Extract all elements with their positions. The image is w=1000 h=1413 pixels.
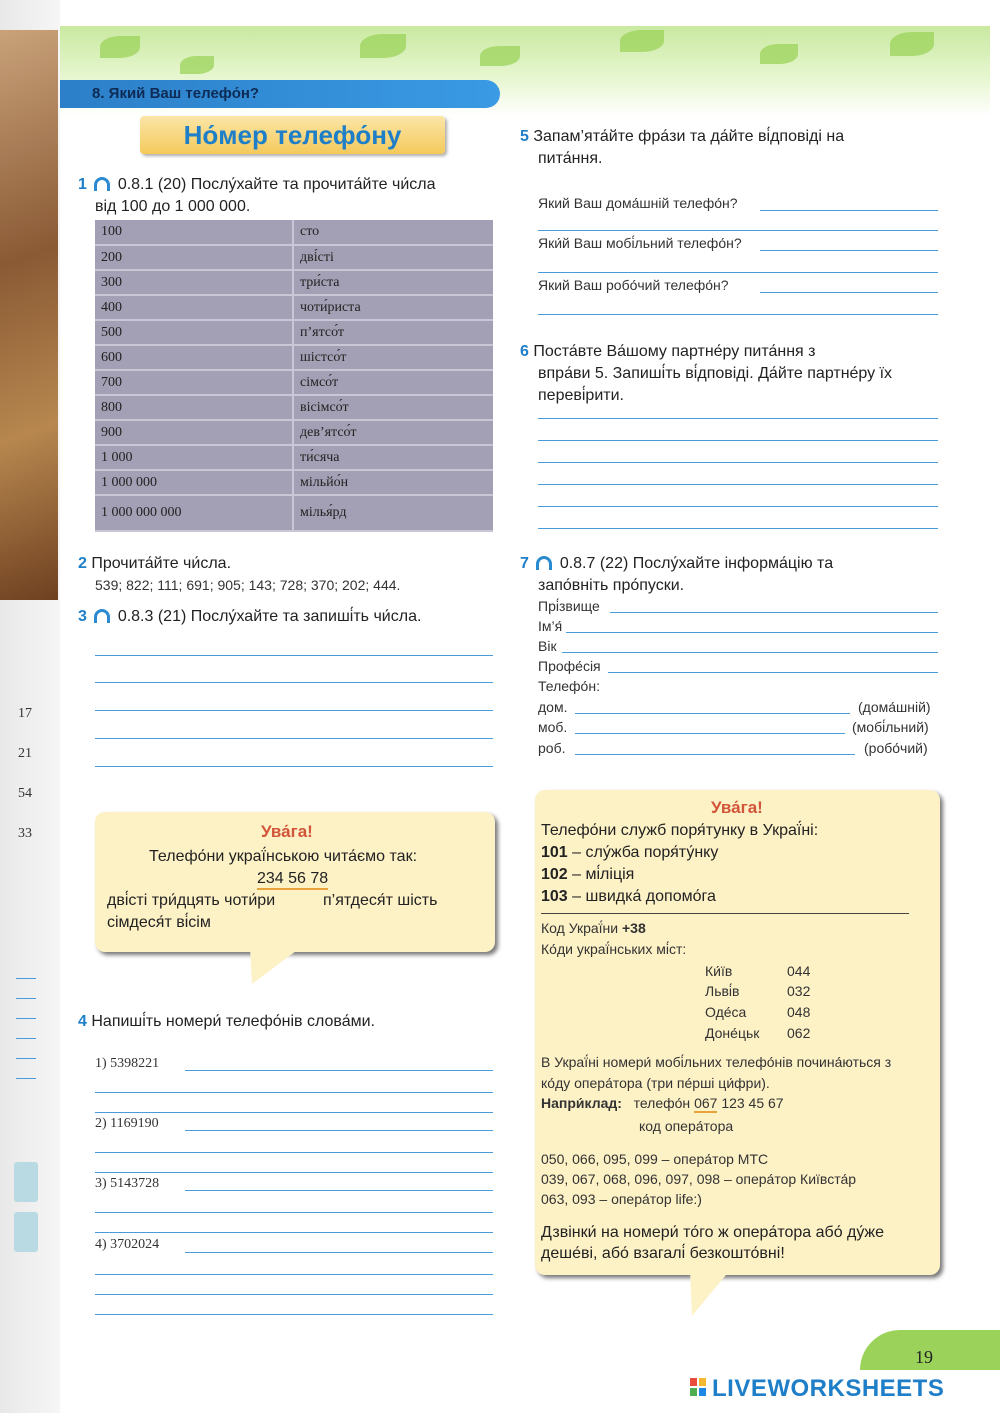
- table-cell-number: 1 000: [95, 445, 293, 470]
- exercise-3-text: 0.8.3 (21) Послу́хайте та запиші́ть чи́сла.: [117, 608, 422, 625]
- city-name: Льві́в: [705, 983, 740, 999]
- left-margin-number: 54: [18, 786, 32, 801]
- operator-name: – опера́тор МТС: [661, 1151, 769, 1167]
- operator-name: – опера́тор Київста́р: [723, 1171, 857, 1187]
- left-answer-line: [16, 998, 36, 999]
- table-cell-word: п’ятсо́т: [293, 320, 493, 345]
- question-1: Який Ваш дома́шній телефо́н?: [538, 195, 738, 211]
- exercise-5-instruction: [520, 128, 844, 146]
- city-code: 044: [787, 963, 811, 979]
- exercise-4-instruction: [78, 1013, 375, 1031]
- exercise-7-text-line2: запо́вніть про́пуски.: [538, 577, 685, 594]
- question-2: Яки́й Ваш мобі́льний телефо́н?: [538, 235, 742, 251]
- answer-line[interactable]: [538, 418, 938, 419]
- example-text: телефо́н: [633, 1095, 691, 1111]
- emergency-name: – мі́ліція: [572, 866, 635, 883]
- table-cell-word: вісімсо́т: [293, 395, 493, 420]
- exercise-6-text-line2: впра́ви 5. Запиші́ть ві́дповіді. Да́йте партне́ру їх: [538, 365, 893, 382]
- answer-line[interactable]: [95, 1274, 493, 1275]
- field-label: Ім’я́: [538, 618, 563, 634]
- emergency-code: 103: [541, 888, 568, 905]
- phone-hint: (дома́шній): [858, 699, 931, 715]
- phone-label: дом.: [538, 699, 568, 715]
- note-1-line1: Телефо́ни украї́нською чита́ємо так:: [149, 848, 418, 865]
- left-margin-number: 21: [18, 746, 32, 761]
- headphones-icon: [94, 177, 110, 191]
- answer-line[interactable]: [185, 1130, 493, 1131]
- left-input-box: [14, 1162, 38, 1202]
- answer-line[interactable]: [95, 1152, 493, 1153]
- left-margin-number: 33: [18, 826, 32, 841]
- note-1-line3: сімдеся́т ві́сім: [107, 914, 211, 931]
- left-answer-line: [16, 1078, 36, 1079]
- exercise-number: 1: [78, 176, 87, 193]
- phone-item: 1) 5398221: [95, 1056, 160, 1071]
- bubble-tail: [680, 1270, 740, 1320]
- question-3: Який Ваш робо́чий телефо́н?: [538, 277, 729, 293]
- answer-line[interactable]: [538, 506, 938, 507]
- answer-line[interactable]: [760, 210, 938, 211]
- section-title-box: [140, 116, 445, 154]
- answer-line[interactable]: [760, 250, 938, 251]
- emergency-row: [541, 844, 718, 862]
- exercise-6-instruction: [520, 343, 815, 361]
- emergency-code: 102: [541, 866, 568, 883]
- exercise-number: 2: [78, 555, 87, 572]
- city-code: 062: [787, 1025, 811, 1041]
- field-label: Профе́сія: [538, 658, 601, 674]
- country-code-row: [541, 920, 646, 936]
- field-label: Прі́звище: [538, 598, 600, 614]
- answer-line[interactable]: [95, 738, 493, 739]
- field-label: Вік: [538, 638, 557, 654]
- answer-line[interactable]: [185, 1252, 493, 1253]
- answer-line[interactable]: [95, 655, 493, 656]
- exercise-6-text: Поста́вте Ва́шому партне́ру пита́ння з: [533, 343, 816, 360]
- example-label: Напри́клад:: [541, 1095, 622, 1111]
- bubble-tail: [240, 948, 310, 988]
- liveworksheets-watermark: LIVEWORKSHEETS: [712, 1375, 945, 1402]
- answer-line[interactable]: [95, 1092, 493, 1093]
- example-rest: 123 45 67: [721, 1095, 784, 1111]
- mobile-info-line2: ко́ду опера́тора (три пе́рші ци́фри).: [541, 1075, 770, 1091]
- table-cell-word: ти́сяча: [293, 445, 493, 470]
- table-cell-word: дві́сті: [293, 245, 493, 270]
- note-1-line2b: п’ятдеся́т шість: [323, 892, 438, 909]
- answer-line[interactable]: [185, 1070, 493, 1071]
- table-cell-word: три́ста: [293, 270, 493, 295]
- table-cell-word: мільйо́н: [293, 470, 493, 495]
- headphones-icon: [536, 556, 552, 570]
- home-phone-field[interactable]: [575, 713, 850, 714]
- example-caption: код опера́тора: [639, 1118, 734, 1134]
- exercise-2-numbers: 539; 822; 111; 691; 905; 143; 728; 370; 202; 444.: [95, 577, 401, 593]
- note-1-example: 234 56 78: [257, 870, 328, 890]
- exercise-number: 4: [78, 1013, 87, 1030]
- table-cell-word: шістсо́т: [293, 345, 493, 370]
- answer-line[interactable]: [95, 1294, 493, 1295]
- field-label: Телефо́н:: [538, 678, 600, 694]
- phone-hint: (робо́чий): [864, 740, 928, 756]
- table-cell-number: 200: [95, 245, 293, 270]
- phone-item: 4) 3702024: [95, 1237, 160, 1252]
- surname-field[interactable]: [610, 612, 938, 613]
- answer-line[interactable]: [95, 1232, 493, 1233]
- example-row: [541, 1095, 784, 1111]
- table-row: [95, 495, 493, 531]
- name-field[interactable]: [566, 632, 938, 633]
- headphones-icon: [94, 609, 110, 623]
- exercise-6-text-line3: переві́рити.: [538, 387, 624, 404]
- cities-label: Ко́ди украї́нських мі́ст:: [541, 941, 687, 957]
- table-cell-word: дев’ятсо́т: [293, 420, 493, 445]
- divider: [541, 913, 909, 914]
- lesson-title: 8. Який Ваш телефо́н?: [92, 85, 260, 102]
- country-code: +38: [622, 920, 646, 936]
- table-row: [95, 395, 493, 420]
- city-name: Доне́цьк: [705, 1025, 760, 1041]
- phone-item: 2) 1169190: [95, 1116, 159, 1131]
- table-cell-number: 900: [95, 420, 293, 445]
- table-cell-number: 500: [95, 320, 293, 345]
- numbers-table: [95, 220, 493, 532]
- operator-row: [541, 1151, 768, 1167]
- exercise-7-text: 0.8.7 (22) Послу́хайте інформа́цію та: [559, 555, 834, 572]
- note-2-footer1: Дзвінки́ на номери́ то́го ж опера́тора або́ ду́же: [541, 1224, 884, 1241]
- left-page-photo: [0, 30, 58, 600]
- phone-item: 3) 5143728: [95, 1176, 160, 1191]
- table-row: [95, 270, 493, 295]
- attention-note-2: [535, 790, 940, 1275]
- answer-line[interactable]: [95, 1314, 493, 1315]
- profession-field[interactable]: [608, 672, 938, 673]
- left-input-box: [14, 1212, 38, 1252]
- emergency-row: [541, 888, 716, 906]
- table-cell-word: мілья́рд: [293, 495, 493, 531]
- age-field[interactable]: [562, 652, 938, 653]
- left-answer-line: [16, 1058, 36, 1059]
- note-2-intro: Телефо́ни служб поря́тунку в Украї́ні:: [541, 822, 819, 839]
- note-title: Ува́га!: [261, 822, 313, 841]
- emergency-code: 101: [541, 844, 568, 861]
- exercise-1-text-line2: від 100 до 1 000 000.: [95, 198, 251, 215]
- answer-line[interactable]: [538, 484, 938, 485]
- left-answer-line: [16, 1038, 36, 1039]
- mobile-info-line1: В Украї́ні номери́ мобі́льних телефо́нів почина́ються з: [541, 1054, 892, 1070]
- example-code: 067: [694, 1095, 718, 1111]
- operator-name: – опера́тор life:): [599, 1191, 702, 1207]
- exercise-3-instruction: [78, 608, 421, 626]
- mobile-phone-field[interactable]: [575, 733, 845, 734]
- note-title: Ува́га!: [711, 798, 763, 817]
- exercise-2-text: Прочита́йте чи́сла.: [91, 555, 232, 572]
- table-row: [95, 320, 493, 345]
- note-2-footer2: деше́ві, або́ взагалі́ безкошто́вні!: [541, 1245, 785, 1262]
- table-cell-number: 1 000 000 000: [95, 495, 293, 531]
- answer-line[interactable]: [538, 314, 938, 315]
- exercise-1-instruction: [78, 176, 435, 194]
- city-name: Ки́їв: [705, 963, 733, 979]
- answer-line[interactable]: [95, 1212, 493, 1213]
- answer-line[interactable]: [95, 1112, 493, 1113]
- lesson-header-bar: [60, 80, 500, 108]
- operator-codes: 063, 093: [541, 1191, 596, 1207]
- liveworksheets-logo-icon: [690, 1378, 708, 1398]
- note-1-line2a: дві́сті три́дцять чоти́ри: [107, 892, 276, 909]
- emergency-name: – слу́жба поря́ту́нку: [572, 844, 719, 861]
- phone-label: моб.: [538, 719, 568, 735]
- table-cell-number: 100: [95, 220, 293, 245]
- exercise-1-text: 0.8.1 (20) Послу́хайте та прочита́йте чи́сла: [117, 176, 436, 193]
- attention-note-1: [95, 812, 495, 952]
- answer-line[interactable]: [185, 1190, 493, 1191]
- page-number: 19: [915, 1347, 933, 1367]
- country-label: Код Украї́ни: [541, 920, 619, 936]
- table-row: [95, 420, 493, 445]
- operator-row: [541, 1191, 702, 1207]
- answer-line[interactable]: [95, 682, 493, 683]
- exercise-number: 3: [78, 608, 87, 625]
- exercise-7-instruction: [520, 555, 833, 573]
- answer-line[interactable]: [760, 292, 938, 293]
- exercise-number: 6: [520, 343, 529, 360]
- emergency-name: – швидка́ допомо́га: [572, 888, 716, 905]
- answer-line[interactable]: [538, 528, 938, 529]
- exercise-2-instruction: [78, 555, 231, 573]
- operator-codes: 050, 066, 095, 099: [541, 1151, 658, 1167]
- phone-hint: (мобі́льний): [852, 719, 929, 735]
- table-cell-number: 600: [95, 345, 293, 370]
- table-cell-number: 800: [95, 395, 293, 420]
- answer-line[interactable]: [538, 272, 938, 273]
- left-answer-line: [16, 1018, 36, 1019]
- city-code: 032: [787, 983, 811, 999]
- exercise-4-text: Напиші́ть номери́ телефо́нів слова́ми.: [91, 1013, 375, 1030]
- table-row: [95, 345, 493, 370]
- exercise-number: 7: [520, 555, 529, 572]
- table-row: [95, 445, 493, 470]
- table-row: [95, 245, 493, 270]
- table-cell-word: сімсо́т: [293, 370, 493, 395]
- table-cell-number: 300: [95, 270, 293, 295]
- exercise-5-text-line2: пита́ння.: [538, 150, 603, 167]
- left-margin-number: 17: [18, 706, 32, 721]
- table-cell-word: сто: [293, 220, 493, 245]
- answer-line[interactable]: [538, 462, 938, 463]
- left-answer-line: [16, 978, 36, 979]
- work-phone-field[interactable]: [575, 754, 855, 755]
- table-row: [95, 370, 493, 395]
- city-code: 048: [787, 1004, 811, 1020]
- answer-line[interactable]: [95, 1172, 493, 1173]
- answer-line[interactable]: [95, 766, 493, 767]
- operator-row: [541, 1171, 856, 1187]
- table-cell-number: 1 000 000: [95, 470, 293, 495]
- table-cell-number: 700: [95, 370, 293, 395]
- table-row: [95, 470, 493, 495]
- table-cell-number: 400: [95, 295, 293, 320]
- exercise-number: 5: [520, 128, 529, 145]
- emergency-row: [541, 866, 634, 884]
- exercise-5-text: Запам’ята́йте фра́зи та да́йте ві́дповіді на: [533, 128, 845, 145]
- phone-label: роб.: [538, 740, 566, 756]
- table-cell-word: чоти́риста: [293, 295, 493, 320]
- answer-line[interactable]: [538, 230, 938, 231]
- section-title: Но́мер телефо́ну: [183, 120, 402, 150]
- table-row: [95, 295, 493, 320]
- answer-line[interactable]: [95, 710, 493, 711]
- table-row: [95, 220, 493, 245]
- city-name: Оде́са: [705, 1004, 747, 1020]
- answer-line[interactable]: [538, 440, 938, 441]
- operator-codes: 039, 067, 068, 096, 097, 098: [541, 1171, 721, 1187]
